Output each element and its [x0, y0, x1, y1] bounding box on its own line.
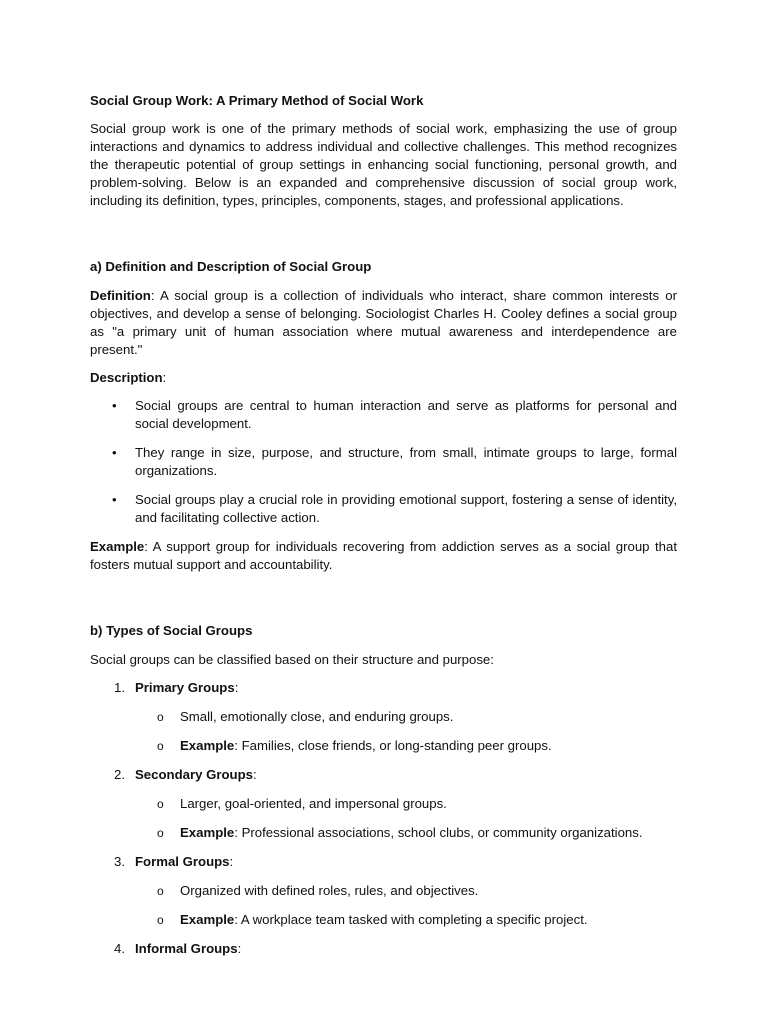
description-colon: : — [162, 370, 167, 385]
list-item — [90, 940, 677, 958]
example-label: Example — [180, 825, 235, 840]
example-text: : Families, close friends, or long-standing peer groups. — [234, 738, 552, 753]
type-name: Secondary Groups — [135, 767, 253, 782]
list-item — [135, 708, 677, 726]
type-description: Larger, goal-oriented, and impersonal groups. — [180, 796, 447, 811]
sub-list — [135, 708, 677, 755]
sub-bullet-mark: o — [157, 739, 164, 753]
list-number: 4. — [114, 941, 125, 956]
definition-paragraph — [90, 287, 677, 359]
list-item — [90, 491, 677, 527]
sub-bullet-mark: o — [157, 913, 164, 927]
example-text: : Professional associations, school clubs, or community organizations. — [234, 825, 643, 840]
example-paragraph — [90, 538, 677, 574]
types-list — [90, 679, 677, 958]
document-body — [90, 92, 677, 969]
list-item — [90, 766, 677, 842]
list-number: 1. — [114, 680, 125, 695]
type-colon: : — [237, 941, 242, 956]
type-name: Primary Groups — [135, 680, 235, 695]
bullet-mark: • — [112, 492, 117, 507]
section-b-heading: b) Types of Social Groups — [90, 623, 253, 638]
example-text: : A workplace team tasked with completing a specific project. — [234, 912, 588, 927]
bullet-text: They range in size, purpose, and structure, from small, intimate groups to large, formal organizations. — [135, 445, 677, 478]
example-label: Example — [180, 912, 235, 927]
description-label: Description — [90, 370, 163, 385]
list-item — [135, 911, 677, 929]
sub-list — [135, 795, 677, 842]
bullet-mark: • — [112, 398, 117, 413]
bullet-mark: • — [112, 445, 117, 460]
type-colon: : — [229, 854, 234, 869]
sub-bullet-mark: o — [157, 797, 164, 811]
example-label: Example — [90, 539, 145, 554]
definition-label: Definition — [90, 288, 151, 303]
type-name: Formal Groups — [135, 854, 230, 869]
list-number: 2. — [114, 767, 125, 782]
definition-text: : A social group is a collection of individuals who interact, share common interests or objectives, and develop a sense of belonging. Sociologist Charles H. Cooley defines a social group as "a primary unit of human association where mutual awareness and interdependence are present." — [90, 288, 677, 357]
bullet-text: Social groups are central to human interaction and serve as platforms for personal and social development. — [135, 398, 677, 431]
sub-bullet-mark: o — [157, 710, 164, 724]
sub-bullet-mark: o — [157, 884, 164, 898]
type-description: Organized with defined roles, rules, and objectives. — [180, 883, 479, 898]
list-number: 3. — [114, 854, 125, 869]
sub-bullet-mark: o — [157, 826, 164, 840]
type-colon: : — [234, 680, 239, 695]
list-item — [90, 444, 677, 480]
type-description: Small, emotionally close, and enduring groups. — [180, 709, 454, 724]
intro-paragraph: Social group work is one of the primary methods of social work, emphasizing the use of group interactions and dynamics to address individual and collective challenges. This method recognizes the therapeutic potential of group settings in enhancing social functioning, personal growth, and problem-solving. Below is an expanded and comprehensive discussion of social group work, including its definition, types, principles, components, stages, and professional applications. — [90, 121, 677, 208]
list-item — [90, 679, 677, 755]
list-item — [135, 882, 677, 900]
sub-list — [135, 882, 677, 929]
type-colon: : — [253, 767, 257, 782]
bullet-text: Social groups play a crucial role in providing emotional support, fostering a sense of identity, and facilitating collective action. — [135, 492, 677, 525]
list-item — [90, 853, 677, 929]
list-item — [135, 737, 677, 755]
example-text: : A support group for individuals recovering from addiction serves as a social group that fosters mutual support and accountability. — [90, 539, 677, 572]
type-name: Informal Groups — [135, 941, 238, 956]
description-paragraph — [90, 369, 677, 387]
list-item — [135, 824, 677, 842]
description-bullet-list — [90, 397, 677, 527]
example-label: Example — [180, 738, 235, 753]
types-intro: Social groups can be classified based on their structure and purpose: — [90, 652, 494, 667]
list-item — [135, 795, 677, 813]
list-item — [90, 397, 677, 433]
document-title: Social Group Work: A Primary Method of Social Work — [90, 93, 424, 108]
section-a-heading: a) Definition and Description of Social Group — [90, 259, 372, 274]
